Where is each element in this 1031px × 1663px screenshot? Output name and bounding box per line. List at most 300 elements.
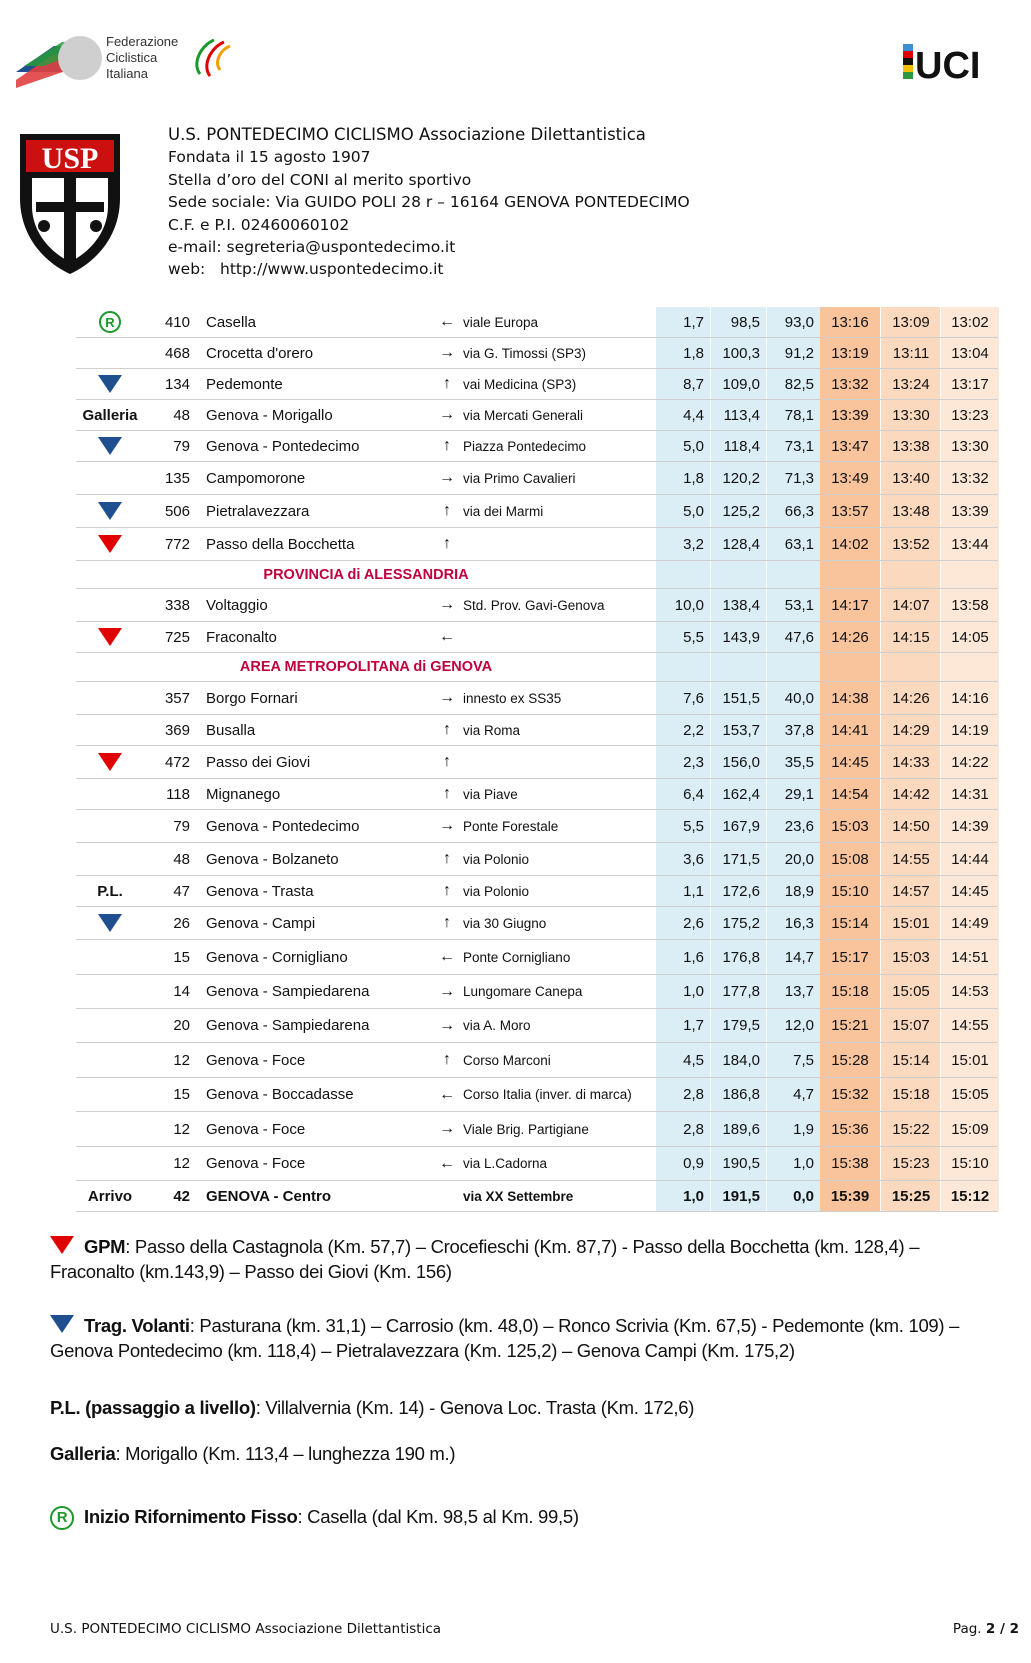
- km-partial: 1,8: [656, 338, 710, 368]
- table-row: [76, 1009, 998, 1043]
- street: via dei Marmi: [463, 503, 544, 519]
- time-medium: 15:05: [880, 975, 941, 1008]
- time-slow: 14:55: [940, 1009, 999, 1042]
- street: via Piave: [463, 786, 518, 802]
- km-remaining: 4,7: [766, 1078, 820, 1111]
- street: Ponte Forestale: [463, 818, 559, 834]
- time-slow: 15:12: [940, 1181, 999, 1211]
- row-symbol: [76, 589, 144, 621]
- time-medium: 14:15: [880, 622, 941, 652]
- location: Passo della Bocchetta: [206, 535, 355, 553]
- time-slow: 14:19: [940, 715, 999, 745]
- table-row: [76, 1147, 998, 1181]
- time-slow: 13:23: [940, 400, 999, 430]
- galleria-label: Galleria: [50, 1443, 116, 1464]
- km-done: 179,5: [710, 1009, 766, 1042]
- table-row: [76, 746, 998, 779]
- km-partial: 2,3: [656, 746, 710, 778]
- time-fast: 14:38: [820, 682, 880, 714]
- direction-arrow-icon: ↑: [443, 437, 451, 454]
- street: via Mercati Generali: [463, 407, 584, 423]
- table-row: [76, 876, 998, 907]
- location: Casella: [206, 313, 257, 331]
- altitude: 118: [166, 785, 190, 803]
- km-done: 156,0: [710, 746, 766, 778]
- table-row: [76, 1112, 998, 1147]
- empty-cell: [820, 561, 880, 588]
- direction-arrow-icon: ↑: [443, 375, 451, 392]
- location: Genova - Bolzaneto: [206, 850, 339, 868]
- time-medium: 13:52: [880, 528, 941, 560]
- street: via XX Settembre: [463, 1188, 574, 1204]
- km-partial: 5,0: [656, 431, 710, 461]
- direction-arrow-icon: ↑: [443, 785, 451, 802]
- fci-line-3: Italiana: [106, 66, 148, 81]
- location: Genova - Foce: [206, 1120, 306, 1138]
- legend-galleria: [50, 1442, 970, 1466]
- row-symbol: Galleria: [82, 406, 138, 424]
- time-medium: 15:01: [880, 907, 941, 939]
- row-symbol: [76, 682, 144, 714]
- footer-club: U.S. PONTEDECIMO CICLISMO Associazione Dilettantistica: [50, 1621, 442, 1637]
- km-remaining: 63,1: [766, 528, 820, 560]
- table-row: [76, 843, 998, 876]
- legend-rifornimento: [50, 1505, 970, 1530]
- gpm-text: : Passo della Castagnola (Km. 57,7) – Crocefieschi (Km. 87,7) - Passo della Bocchetta (km. 128,4) – Fraconalto (km.143,9) – Passo dei Giovi (Km. 156): [50, 1236, 920, 1283]
- direction-arrow-icon: ↑: [443, 721, 451, 738]
- km-remaining: 7,5: [766, 1043, 820, 1077]
- location: Genova - Cornigliano: [206, 948, 348, 966]
- time-fast: 15:03: [820, 810, 880, 842]
- row-symbol: Arrivo: [87, 1187, 133, 1205]
- street: viale Europa: [463, 314, 539, 330]
- time-medium: 13:24: [880, 369, 941, 399]
- time-slow: 13:02: [940, 307, 999, 337]
- altitude: 20: [173, 1017, 190, 1034]
- row-symbol: [76, 622, 144, 652]
- km-done: 143,9: [710, 622, 766, 652]
- time-fast: 15:39: [820, 1181, 880, 1211]
- altitude: 48: [173, 850, 190, 868]
- time-slow: 13:04: [940, 338, 999, 368]
- row-symbol: [76, 431, 144, 461]
- refuel-icon: R: [50, 1506, 74, 1530]
- altitude: 42: [173, 1187, 190, 1205]
- time-slow: 14:16: [940, 682, 999, 714]
- time-medium: 13:48: [880, 495, 941, 527]
- table-row: [76, 462, 998, 495]
- time-slow: 14:53: [940, 975, 999, 1008]
- km-done: 177,8: [710, 975, 766, 1008]
- table-row: [76, 715, 998, 746]
- blue-triangle-icon: [50, 1315, 74, 1339]
- km-done: 191,5: [710, 1181, 766, 1211]
- km-done: 175,2: [710, 907, 766, 939]
- time-slow: 13:58: [940, 589, 999, 621]
- time-slow: 14:22: [940, 746, 999, 778]
- row-symbol: [76, 940, 144, 974]
- table-row: [76, 589, 998, 622]
- street: via Polonio: [463, 851, 530, 867]
- altitude: 79: [173, 817, 190, 835]
- time-slow: 15:01: [940, 1043, 999, 1077]
- legend-trag: [50, 1314, 970, 1363]
- table-row: [76, 779, 998, 810]
- table-row: [76, 495, 998, 528]
- time-slow: 14:05: [940, 622, 999, 652]
- row-symbol: [76, 975, 144, 1008]
- direction-arrow-icon: ↑: [443, 535, 451, 552]
- km-remaining: 66,3: [766, 495, 820, 527]
- location: Pietralavezzara: [206, 502, 310, 520]
- time-medium: 15:18: [880, 1078, 941, 1111]
- altitude: 134: [164, 375, 190, 393]
- km-partial: 5,5: [656, 810, 710, 842]
- time-fast: 14:45: [820, 746, 880, 778]
- km-done: 184,0: [710, 1043, 766, 1077]
- fci-line-1: Federazione: [106, 34, 179, 49]
- street: via Primo Cavalieri: [463, 470, 576, 486]
- km-done: 167,9: [710, 810, 766, 842]
- table-row: [76, 1078, 998, 1112]
- direction-arrow-icon: ↑: [443, 850, 451, 867]
- km-remaining: 13,7: [766, 975, 820, 1008]
- empty-cell: [766, 561, 820, 588]
- blue-triangle-icon: [98, 502, 122, 520]
- km-remaining: 78,1: [766, 400, 820, 430]
- km-remaining: 93,0: [766, 307, 820, 337]
- empty-cell: [880, 561, 941, 588]
- time-fast: 15:18: [820, 975, 880, 1008]
- fci-line-2: Ciclistica: [106, 50, 158, 65]
- empty-cell: [656, 653, 710, 681]
- time-medium: 15:25: [880, 1181, 941, 1211]
- time-medium: 14:50: [880, 810, 941, 842]
- club-email: e-mail: segreteria@uspontedecimo.it: [168, 238, 456, 257]
- km-remaining: 18,9: [766, 876, 820, 906]
- km-remaining: 23,6: [766, 810, 820, 842]
- km-done: 189,6: [710, 1112, 766, 1146]
- street: via A. Moro: [463, 1018, 531, 1033]
- page-number: 2 / 2: [985, 1621, 1019, 1637]
- time-slow: 13:44: [940, 528, 999, 560]
- location: Genova - Boccadasse: [206, 1086, 354, 1103]
- location: Genova - Sampiedarena: [206, 983, 370, 1000]
- table-row: [76, 810, 998, 843]
- time-fast: 14:41: [820, 715, 880, 745]
- altitude: 472: [164, 753, 190, 771]
- table-row: [76, 400, 998, 431]
- time-medium: 15:14: [880, 1043, 941, 1077]
- row-symbol: [76, 810, 144, 842]
- row-symbol: [76, 1043, 144, 1077]
- location: Passo dei Giovi: [206, 753, 311, 771]
- km-done: 151,5: [710, 682, 766, 714]
- location: Genova - Trasta: [206, 882, 314, 900]
- street: innesto ex SS35: [463, 690, 562, 706]
- row-symbol: [76, 1009, 144, 1042]
- route-table: [76, 307, 998, 1212]
- km-partial: 1,7: [656, 307, 710, 337]
- altitude: 79: [173, 437, 190, 455]
- empty-cell: [656, 561, 710, 588]
- time-fast: 13:57: [820, 495, 880, 527]
- altitude: 506: [164, 502, 190, 520]
- km-done: 171,5: [710, 843, 766, 875]
- time-medium: 14:07: [880, 589, 941, 621]
- time-medium: 15:22: [880, 1112, 941, 1146]
- street: via L.Cadorna: [463, 1156, 548, 1171]
- direction-arrow-icon: ←: [439, 1085, 455, 1103]
- street: via G. Timossi (SP3): [463, 345, 587, 361]
- trag-label: Trag. Volanti: [84, 1315, 190, 1336]
- km-partial: 5,0: [656, 495, 710, 527]
- fci-logo: [14, 24, 244, 88]
- web-label: web:: [168, 260, 206, 279]
- table-row: [76, 528, 998, 561]
- altitude: 15: [173, 948, 190, 966]
- km-done: 190,5: [710, 1147, 766, 1180]
- altitude: 47: [173, 882, 190, 900]
- row-symbol: [76, 307, 144, 337]
- table-row: [76, 369, 998, 400]
- km-remaining: 71,3: [766, 462, 820, 494]
- club-name: U.S. PONTEDECIMO CICLISMO Associazione Dilettantistica: [168, 125, 646, 144]
- time-slow: 13:39: [940, 495, 999, 527]
- street: Std. Prov. Gavi-Genova: [463, 597, 605, 613]
- time-medium: 14:42: [880, 779, 941, 809]
- row-symbol: [76, 843, 144, 875]
- km-partial: 3,2: [656, 528, 710, 560]
- altitude: 725: [164, 628, 190, 646]
- time-fast: 13:49: [820, 462, 880, 494]
- time-slow: 14:39: [940, 810, 999, 842]
- time-fast: 15:08: [820, 843, 880, 875]
- time-fast: 13:32: [820, 369, 880, 399]
- club-address: Sede sociale: Via GUIDO POLI 28 r – 16164 GENOVA PONTEDECIMO: [168, 193, 690, 212]
- time-fast: 15:38: [820, 1147, 880, 1180]
- time-fast: 14:26: [820, 622, 880, 652]
- km-partial: 1,1: [656, 876, 710, 906]
- row-symbol: [76, 338, 144, 368]
- km-partial: 1,7: [656, 1009, 710, 1042]
- altitude: 15: [173, 1086, 190, 1103]
- club-vat: C.F. e P.I. 02460060102: [168, 215, 350, 234]
- legend-pl: [50, 1396, 970, 1420]
- direction-arrow-icon: →: [439, 689, 455, 706]
- row-symbol: [76, 528, 144, 560]
- time-slow: 14:45: [940, 876, 999, 906]
- time-fast: 15:32: [820, 1078, 880, 1111]
- legend-gpm: [50, 1235, 970, 1284]
- location: Genova - Foce: [206, 1155, 306, 1172]
- empty-cell: [710, 561, 766, 588]
- km-remaining: 73,1: [766, 431, 820, 461]
- km-remaining: 14,7: [766, 940, 820, 974]
- time-medium: 14:57: [880, 876, 941, 906]
- location: Genova - Morigallo: [206, 406, 333, 424]
- usp-shield-logo: [14, 128, 126, 278]
- km-done: 113,4: [710, 400, 766, 430]
- km-done: 186,8: [710, 1078, 766, 1111]
- row-symbol: [76, 746, 144, 778]
- location: Genova - Campi: [206, 914, 316, 932]
- row-symbol: [76, 1112, 144, 1146]
- time-fast: 15:14: [820, 907, 880, 939]
- km-remaining: 53,1: [766, 589, 820, 621]
- altitude: 357: [164, 689, 190, 707]
- table-row: [76, 907, 998, 940]
- altitude: 12: [173, 1051, 190, 1069]
- location: Genova - Foce: [206, 1051, 306, 1069]
- uci-text: UCI: [915, 45, 981, 87]
- empty-cell: [880, 653, 941, 681]
- time-slow: 13:30: [940, 431, 999, 461]
- time-medium: 13:30: [880, 400, 941, 430]
- street: via Roma: [463, 722, 521, 738]
- location: Campomorone: [206, 469, 306, 487]
- table-row: [76, 622, 998, 653]
- time-medium: 14:33: [880, 746, 941, 778]
- time-medium: 15:07: [880, 1009, 941, 1042]
- street: Ponte Cornigliano: [463, 949, 571, 965]
- km-partial: 6,4: [656, 779, 710, 809]
- galleria-text: : Morigallo (Km. 113,4 – lunghezza 190 m.): [115, 1443, 456, 1464]
- table-row: [76, 940, 998, 975]
- altitude: 14: [173, 983, 190, 1000]
- direction-arrow-icon: [431, 1181, 463, 1211]
- section-title: PROVINCIA di ALESSANDRIA: [263, 566, 469, 583]
- time-slow: 13:32: [940, 462, 999, 494]
- km-done: 153,7: [710, 715, 766, 745]
- location: Genova - Pontedecimo: [206, 437, 360, 455]
- time-medium: 15:23: [880, 1147, 941, 1180]
- time-fast: 15:10: [820, 876, 880, 906]
- location: Pedemonte: [206, 375, 283, 393]
- time-medium: 13:09: [880, 307, 941, 337]
- street: via 30 Giugno: [463, 915, 547, 931]
- empty-cell: [710, 653, 766, 681]
- direction-arrow-icon: →: [439, 596, 455, 613]
- pl-label: P.L. (passaggio a livello): [50, 1397, 256, 1418]
- altitude: 338: [164, 596, 190, 614]
- trag-text: : Pasturana (km. 31,1) – Carrosio (km. 48,0) – Ronco Scrivia (Km. 67,5) - Pedemonte (km. 109) – Genova Pontedecimo (km. 118,4) – Pietralavezzara (Km. 125,2) – Genova Campi (Km. 175,2): [50, 1315, 960, 1362]
- time-fast: 14:54: [820, 779, 880, 809]
- time-fast: 15:36: [820, 1112, 880, 1146]
- km-remaining: 40,0: [766, 682, 820, 714]
- row-symbol: [76, 495, 144, 527]
- row-symbol: [76, 907, 144, 939]
- time-medium: 14:29: [880, 715, 941, 745]
- table-row: [76, 307, 998, 338]
- row-symbol: [76, 779, 144, 809]
- time-medium: 14:55: [880, 843, 941, 875]
- km-partial: 1,0: [656, 975, 710, 1008]
- km-done: 138,4: [710, 589, 766, 621]
- time-medium: 13:11: [880, 338, 941, 368]
- time-fast: 14:02: [820, 528, 880, 560]
- km-partial: 0,9: [656, 1147, 710, 1180]
- table-row: [76, 431, 998, 462]
- direction-arrow-icon: ←: [439, 628, 455, 645]
- section-row: [76, 653, 998, 682]
- direction-arrow-icon: →: [439, 1120, 455, 1137]
- km-remaining: 0,0: [766, 1181, 820, 1211]
- web-url[interactable]: http://www.uspontedecimo.it: [220, 260, 444, 279]
- time-medium: 13:40: [880, 462, 941, 494]
- pl-text: : Villalvernia (Km. 14) - Genova Loc. Trasta (Km. 172,6): [255, 1397, 695, 1418]
- blue-triangle-icon: [98, 914, 122, 932]
- altitude: 468: [164, 344, 190, 362]
- direction-arrow-icon: →: [439, 344, 455, 361]
- km-remaining: 20,0: [766, 843, 820, 875]
- time-fast: 13:39: [820, 400, 880, 430]
- blue-triangle-icon: [98, 375, 122, 393]
- altitude: 26: [173, 914, 190, 932]
- direction-arrow-icon: ↑: [443, 1051, 451, 1068]
- km-partial: 1,8: [656, 462, 710, 494]
- row-symbol: P.L.: [97, 882, 123, 900]
- km-remaining: 16,3: [766, 907, 820, 939]
- km-remaining: 29,1: [766, 779, 820, 809]
- rif-label: Inizio Rifornimento Fisso: [84, 1506, 298, 1527]
- altitude: 410: [164, 313, 190, 331]
- time-slow: 13:17: [940, 369, 999, 399]
- km-partial: 10,0: [656, 589, 710, 621]
- direction-arrow-icon: →: [439, 1016, 455, 1034]
- km-partial: 5,5: [656, 622, 710, 652]
- km-partial: 4,5: [656, 1043, 710, 1077]
- direction-arrow-icon: ↑: [443, 502, 451, 519]
- street: via Polonio: [463, 883, 530, 899]
- km-done: 118,4: [710, 431, 766, 461]
- time-fast: 13:19: [820, 338, 880, 368]
- time-slow: 14:51: [940, 940, 999, 974]
- time-slow: 15:09: [940, 1112, 999, 1146]
- uci-logo: [899, 30, 1009, 94]
- km-remaining: 12,0: [766, 1009, 820, 1042]
- altitude: 12: [173, 1155, 190, 1172]
- km-done: 172,6: [710, 876, 766, 906]
- km-done: 100,3: [710, 338, 766, 368]
- street: Corso Italia (inver. di marca): [463, 1087, 632, 1102]
- footer-page: [953, 1621, 1019, 1637]
- empty-cell: [940, 561, 999, 588]
- direction-arrow-icon: →: [439, 469, 455, 486]
- km-partial: 1,6: [656, 940, 710, 974]
- section-title: AREA METROPOLITANA di GENOVA: [239, 659, 493, 675]
- usp-text: USP: [41, 142, 99, 175]
- time-fast: 15:17: [820, 940, 880, 974]
- row-symbol: [76, 462, 144, 494]
- table-row: [76, 682, 998, 715]
- altitude: 135: [164, 469, 190, 487]
- empty-cell: [766, 653, 820, 681]
- km-done: 109,0: [710, 369, 766, 399]
- club-award: Stella d’oro del CONI al merito sportivo: [168, 170, 472, 189]
- time-medium: 14:26: [880, 682, 941, 714]
- red-triangle-icon: [98, 753, 122, 771]
- km-remaining: 1,0: [766, 1147, 820, 1180]
- km-done: 98,5: [710, 307, 766, 337]
- row-symbol: [76, 369, 144, 399]
- club-web: [168, 258, 690, 280]
- direction-arrow-icon: →: [439, 817, 455, 834]
- km-remaining: 37,8: [766, 715, 820, 745]
- row-symbol: [76, 1078, 144, 1111]
- km-done: 120,2: [710, 462, 766, 494]
- km-remaining: 1,9: [766, 1112, 820, 1146]
